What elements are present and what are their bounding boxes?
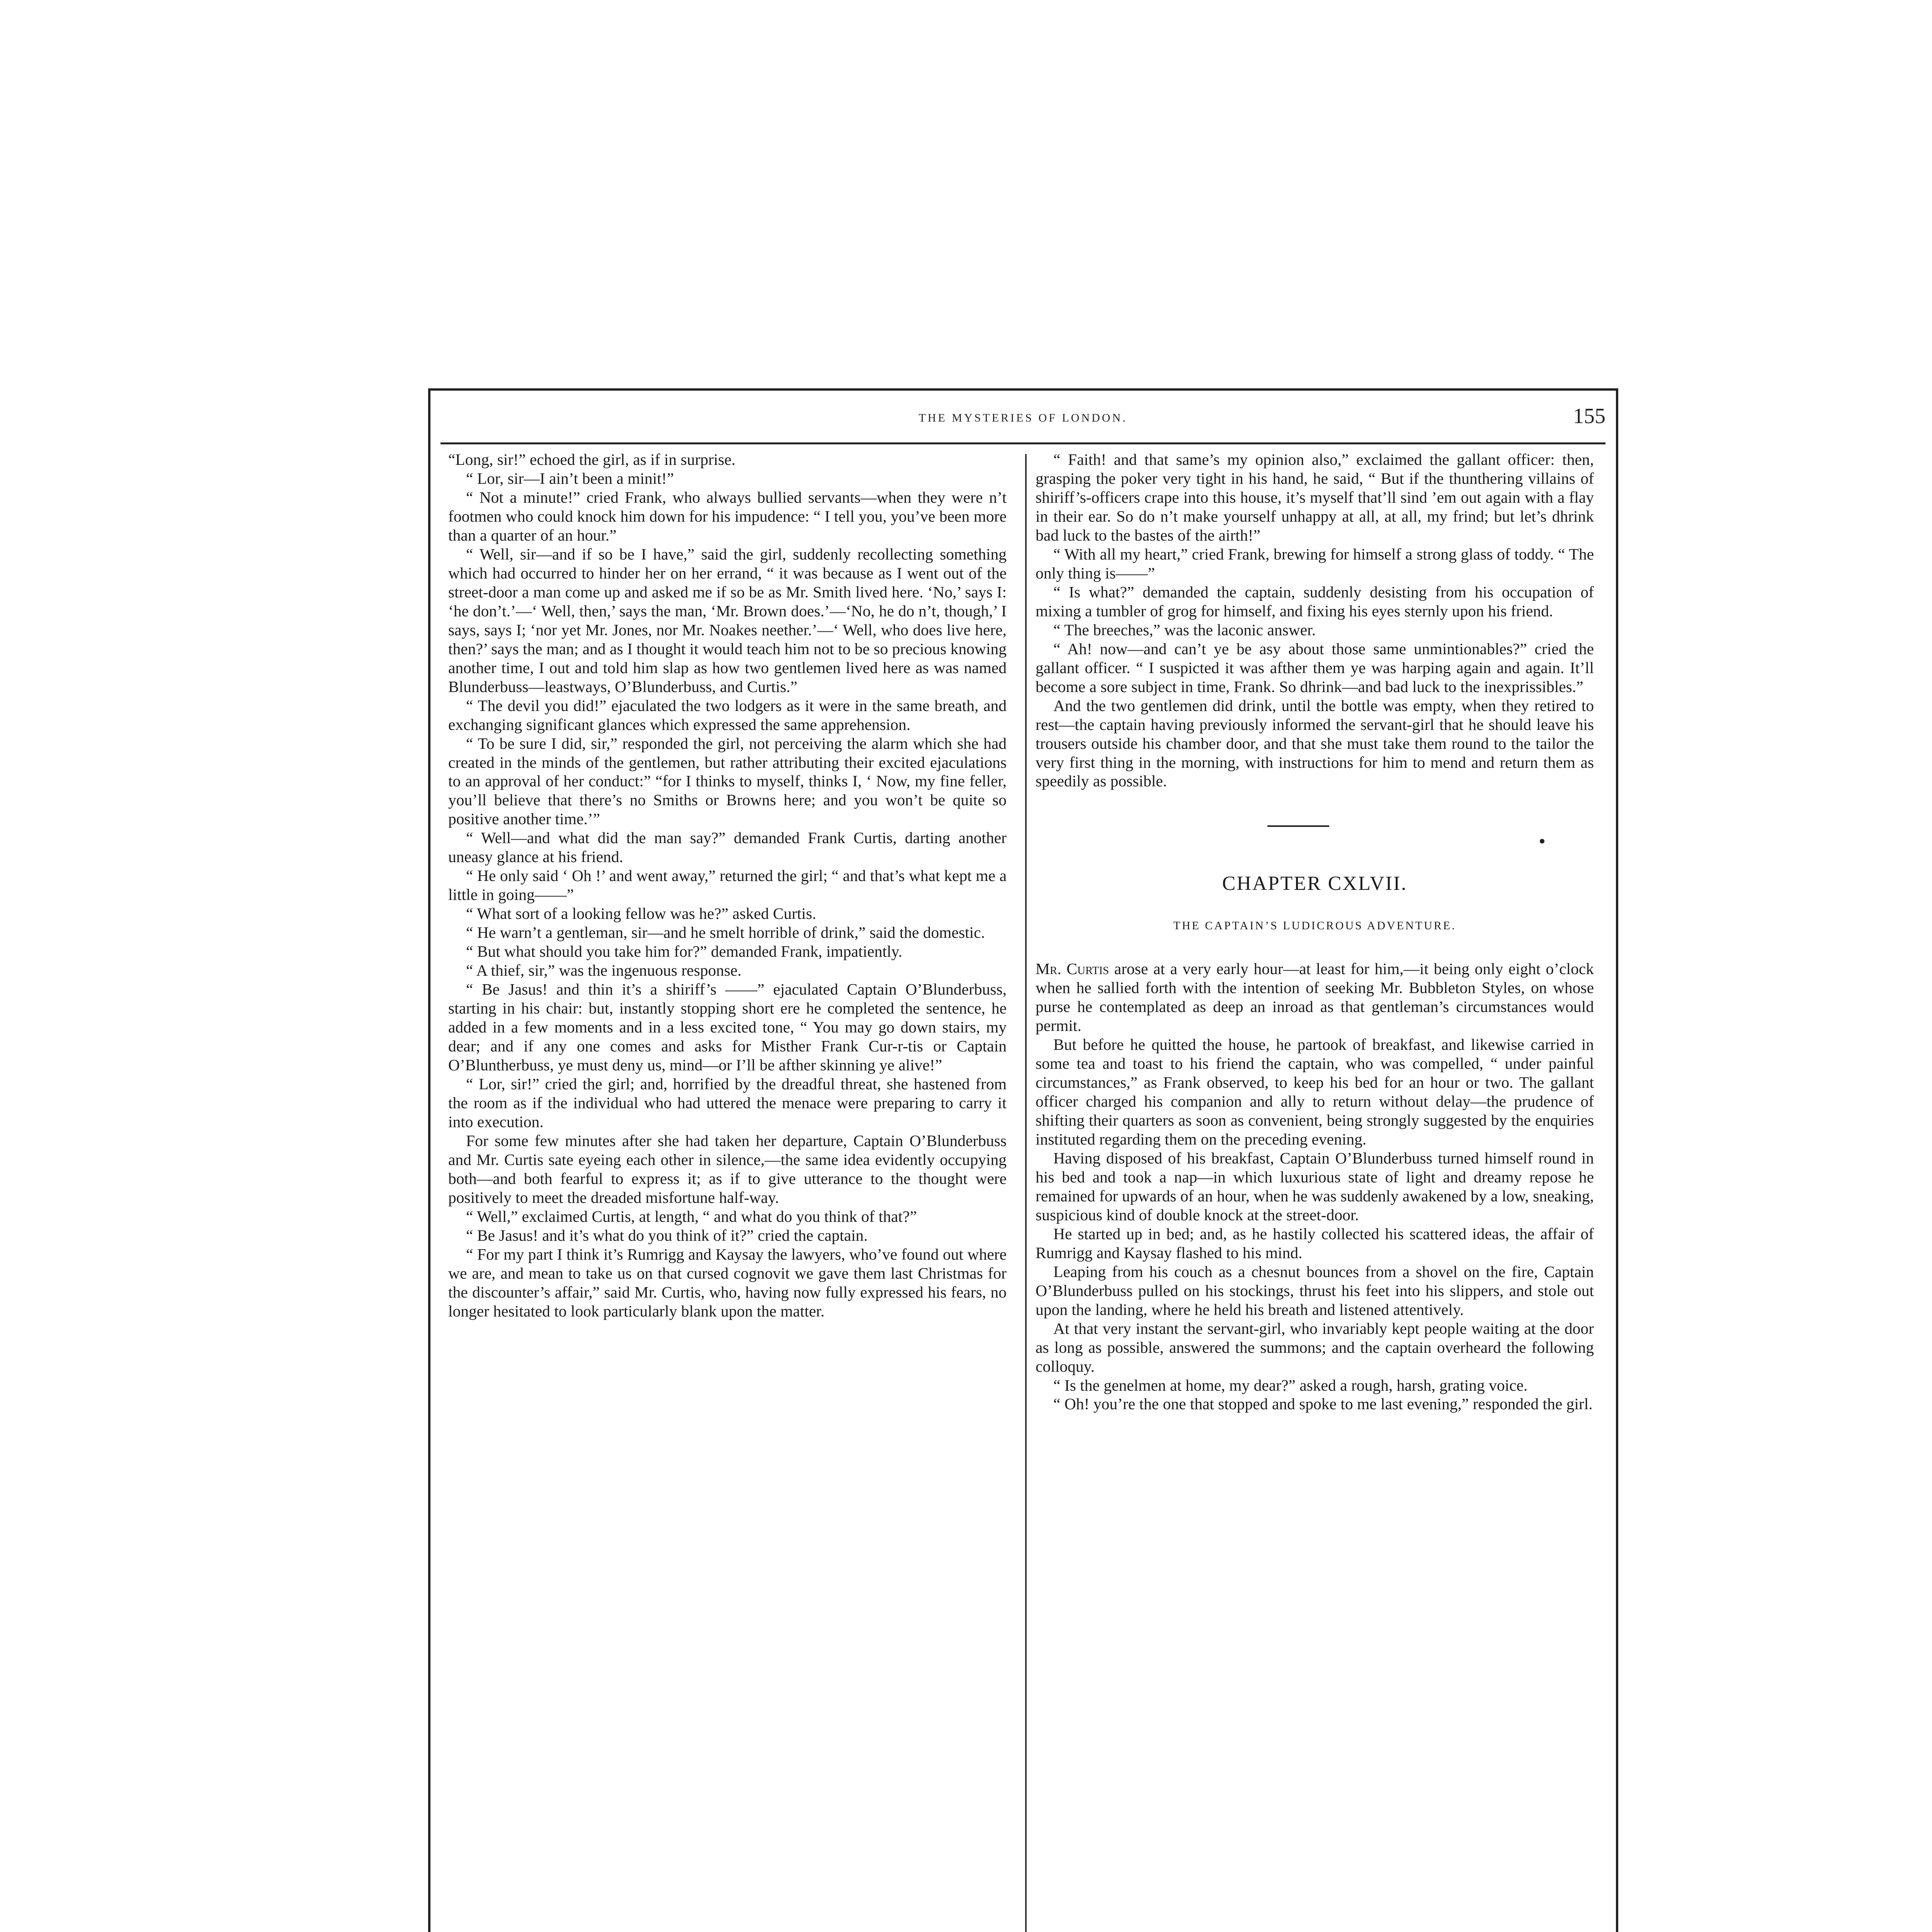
paragraph: “ Be Jasus! and thin it’s a shiriff’s ——” ejaculated Captain O’Blunderbuss, starting in his chair: but, instantly stopping short ere he completed the sentence, he added in a few moments and in a less excited tone, “ You may go down stairs, my dear; and if any one comes and asks for Misther Frank Cur-r-tis or Captain O’Bluntherbuss, ye must deny us, mind—or I’ll be afther skinning ye alive!” (448, 980, 1007, 1074)
paragraph: “ Be Jasus! and it’s what do you think of it?” cried the captain. (466, 1226, 868, 1244)
paragraph: Leaping from his couch as a chesnut bounces from a shovel on the fire, Captain O’Blunderbuss pulled on his stockings, thrust his feet into his slippers, and stole out upon the landing, where he held his breath and listened attentively. (1036, 1262, 1594, 1318)
paragraph: “ For my part I think it’s Rumrigg and Kaysay the lawyers, who’ve found out where we are, and mean to take us on that cursed cognovit we gave them last Christmas for the discounter’s affair,” said Mr. Curtis, who, having now fully expressed his fears, no longer hesitated to look particularly blank upon the matter. (448, 1245, 1007, 1320)
paragraph: “ Faith! and that same’s my opinion also,” exclaimed the gallant officer: then, grasping the poker very tight in his hand, he said, “ But if the thunthering villains of shiriff’s-officers crape into this house, it’s myself that’ll sind ’em out again with a flay in their ear. So do n’t make yourself unhappy at all, at all, my frind; but let’s dhrink bad luck to the bastes of the airth!” (1036, 451, 1594, 544)
chapter-opening-paragraph (1036, 959, 1594, 1035)
opening-paragraph-text: arose at a very early hour—at least for him,—it being only eight o’clock when he sallied forth with the intention of seeking Mr. Bubbleton Styles, on whose purse he contemplated as deep an inroad as that gentleman’s circumstances would permit. (1036, 960, 1594, 1035)
section-separator (1036, 802, 1594, 864)
paragraph: Having disposed of his breakfast, Captain O’Blunderbuss turned himself round in his bed and took a nap—in which luxurious state of light and dreamy repose he remained for upwards of an hour, when he was suddenly awakened by a low, sneaking, suspicious kind of double knock at the street-door. (1036, 1149, 1594, 1224)
paragraph: “Long, sir!” echoed the girl, as if in surprise. (448, 451, 736, 468)
paragraph: At that very instant the servant-girl, who invariably kept people waiting at the door as long as possible, answered the summons; and the captain overheard the following colloquy. (1036, 1319, 1594, 1375)
paragraph: “ Is what?” demanded the captain, suddenly desisting from his occupation of mixing a tumbler of grog for himself, and fixing his eyes sternly upon his friend. (1036, 583, 1594, 620)
paragraph: “ Well—and what did the man say?” demanded Frank Curtis, darting another uneasy glance at his friend. (448, 829, 1007, 866)
paragraph: “ He warn’t a gentleman, sir—and he smelt horrible of drink,” said the domestic. (466, 923, 985, 942)
paragraph: “ The breeches,” was the laconic answer. (1053, 621, 1316, 639)
paragraph: “ But what should you take him for?” demanded Frank, impatiently. (466, 942, 903, 961)
right-column-text-after (1036, 1035, 1594, 1413)
right-column (1036, 450, 1594, 1932)
paragraph: “ To be sure I did, sir,” responded the girl, not perceiving the alarm which she had created in the minds of the gentlemen, but rather attributing their excited ejaculations to an approval of her conduct:” “for I thinks to myself, thinks I, ‘ Now, my fine feller, you’ll believe that there’s no Smiths or Browns here; and you won’t be quite so positive another time.’” (448, 734, 1007, 828)
paragraph: “ Well,” exclaimed Curtis, at length, “ and what do you think of that?” (466, 1207, 917, 1225)
paragraph: “ Is the genelmen at home, my dear?” asked a rough, harsh, grating voice. (1053, 1376, 1528, 1394)
paragraph: “ Lor, sir—I ain’t been a minit!” (466, 469, 674, 487)
chapter-title: CHAPTER CXLVII. (1222, 872, 1408, 895)
separator-dot (1540, 839, 1544, 844)
paragraph: “ Lor, sir!” cried the girl; and, horrified by the dreadful threat, she hastened from the room as if the individual who had uttered the menace were preparing to carry it into execution. (448, 1075, 1007, 1131)
paragraph: But before he quitted the house, he partook of breakfast, and likewise carried in some tea and toast to his friend the captain, who was compelled, “ under painful circumstances,” as Frank observed, to keep his bed for an hour or two. The gallant officer charged his companion and ally to return without delay—the prudence of shifting their quarters as soon as convenient, being strongly suggested by the enquiries instituted regarding them on the preceding evening. (1036, 1036, 1594, 1148)
header-rule (440, 442, 1605, 444)
separator-dash (1267, 825, 1329, 827)
paragraph: “ With all my heart,” cried Frank, brewing for himself a strong glass of toddy. “ The only thing is——” (1036, 545, 1594, 582)
running-title: THE MYSTERIES OF LONDON. (918, 412, 1128, 424)
right-column-text-before (1036, 450, 1594, 791)
paragraph: “ Not a minute!” cried Frank, who always bullied servants—when they were n’t footmen who could knock him down for his impudence: “ I tell you, you’ve been more than a quarter of an hour.” (448, 488, 1007, 544)
paragraph: And the two gentlemen did drink, until the bottle was empty, when they retired to rest—the captain having previously informed the servant-girl that he should leave his trousers outside his chamber door, and that she must take them round to the tailor the very first thing in the morning, with instructions for him to mend and return them as speedily as possible. (1036, 696, 1594, 790)
paragraph: For some few minutes after she had taken her departure, Captain O’Blunderbuss and Mr. Curtis sate eyeing each other in silence,—the same idea evidently occupying both—and both fearful to express it; as if to give utterance to the thought were positively to meet the dreaded misfortune half-way. (448, 1131, 1007, 1206)
paragraph: He started up in bed; and, as he hastily collected his scattered ideas, the affair of Rumrigg and Kaysay flashed to his mind. (1036, 1225, 1594, 1262)
left-column (448, 450, 1007, 1932)
paragraph: “ The devil you did!” ejaculated the two lodgers as it were in the same breath, and exchanging significant glances which expressed the same apprehension. (448, 696, 1007, 733)
page-number: 155 (1573, 404, 1605, 428)
paragraph: “ He only said ‘ Oh !’ and went away,” returned the girl; “ and that’s what kept me a little in going——” (448, 867, 1007, 904)
column-divider (1025, 454, 1027, 1932)
paragraph: “ Ah! now—and can’t ye be asy about those same unmintionables?” cried the gallant officer. “ I suspicted it was afther them ye was harping again and again. It’ll become a sore subject in time, Frank. So dhrink—and bad luck to the inexprissibles.” (1036, 639, 1594, 696)
paragraph: “ A thief, sir,” was the ingenuous response. (466, 961, 742, 980)
paragraph: “ Oh! you’re the one that stopped and spoke to me last evening,” responded the girl. (1053, 1395, 1593, 1413)
chapter-subtitle: THE CAPTAIN’S LUDICROUS ADVENTURE. (1173, 919, 1456, 932)
paragraph: “ Well, sir—and if so be I have,” said the girl, suddenly recollecting something which had occurred to hinder her on her errand, “ it was because as I went out of the street-door a man come up and asked me if so be as Mr. Smith lived here. ‘No,’ says I: ‘he don’t.’—‘ Well, then,’ says the man, ‘Mr. Brown does.’—‘No, he do n’t, though,’ I says, says I; ‘nor yet Mr. Jones, nor Mr. Noakes neether.’—‘ Well, who does live here, then?’ says the man; and as I thought it would teach him not to be so precious knowing another time, I out and told him slap as how two gentlemen lived here as was named Blunderbuss—leastways, O’Blunderbuss, and Curtis.” (448, 545, 1007, 696)
paragraph: “ What sort of a looking fellow was he?” asked Curtis. (466, 905, 816, 923)
opening-small-caps: Mr. Curtis (1036, 960, 1109, 978)
